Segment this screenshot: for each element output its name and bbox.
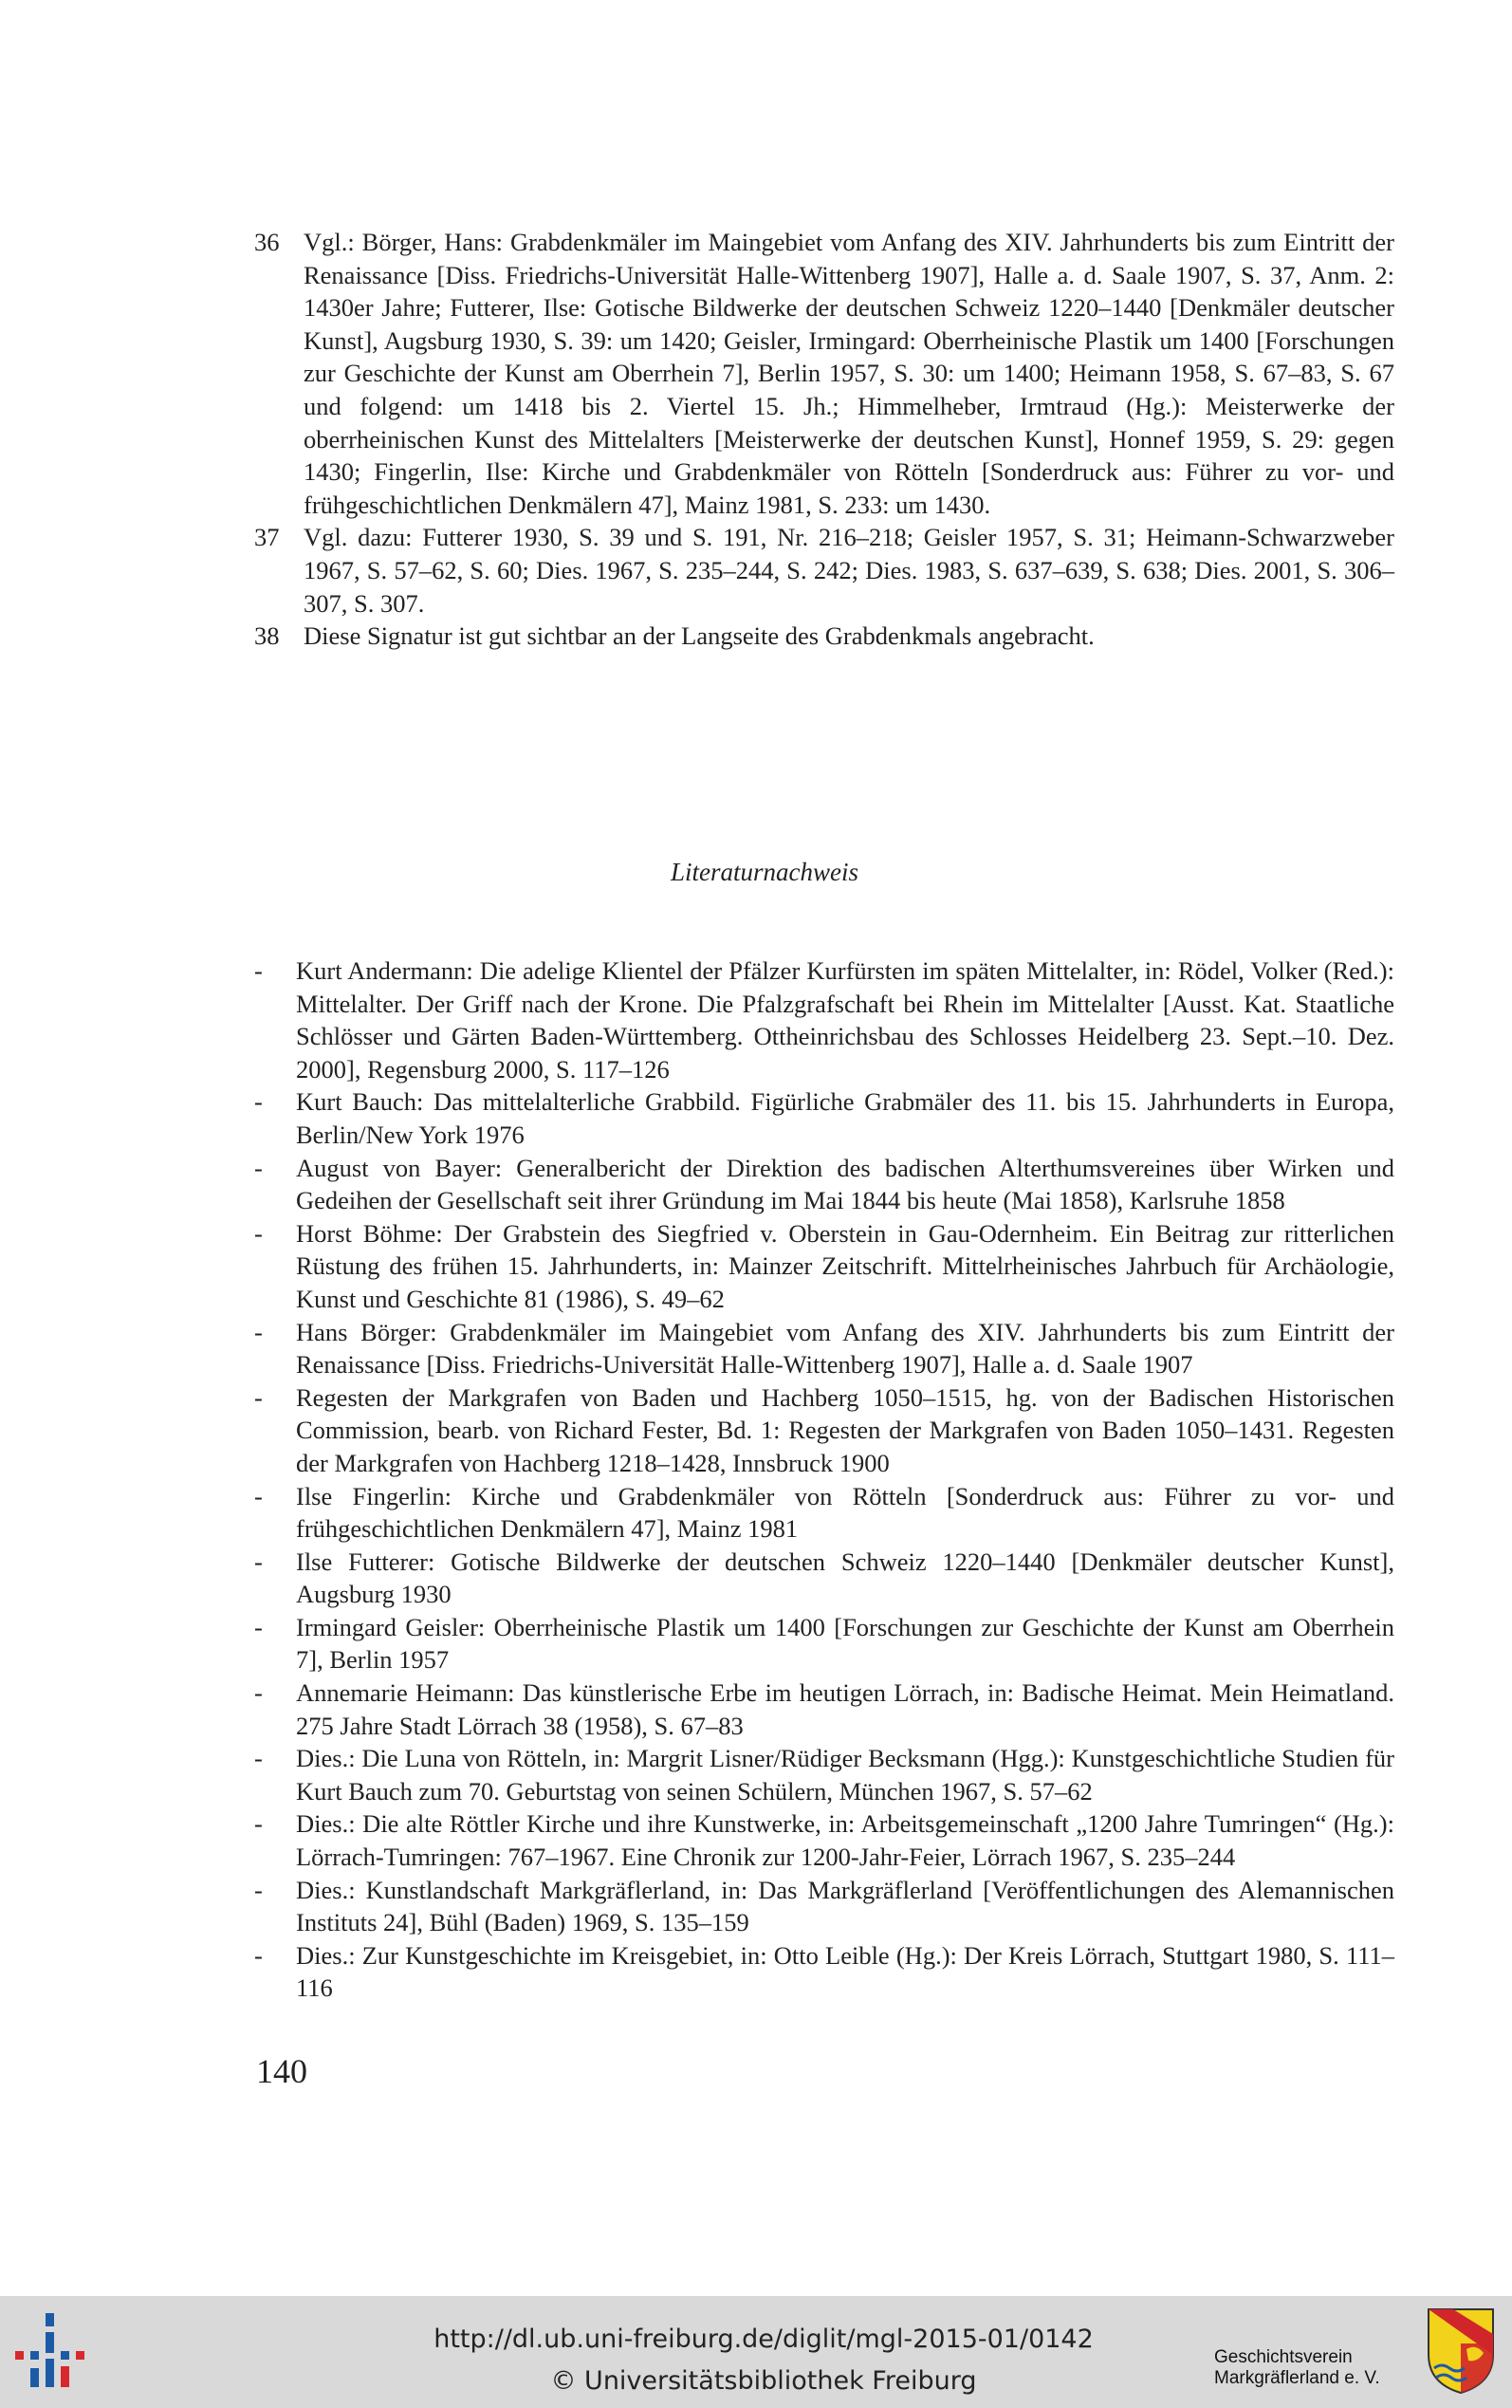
- footnote-number: 36: [254, 228, 280, 256]
- literature-text: Dies.: Zur Kunstgeschichte im Kreisgebiet, in: Otto Leible (Hg.): Der Kreis Lörrach, Stuttgart 1980, S. 111–116: [296, 1940, 1394, 2003]
- page-number: 140: [256, 2052, 307, 2090]
- literature-text: Hans Börger: Grabdenkmäler im Maingebiet vom Anfang des XIV. Jahrhunderts bis zum Eintritt der Renaissance [Diss. Friedrichs-Universität Halle-Wittenberg 1907], Halle a. d. Saale 1907: [296, 1317, 1394, 1380]
- list-dash: -: [254, 1744, 263, 1773]
- literature-entry: [254, 1480, 1394, 1546]
- list-dash: -: [254, 1547, 263, 1576]
- society-name: [1214, 2347, 1380, 2389]
- literature-entry: [254, 1546, 1394, 1611]
- literature-text: Ilse Fingerlin: Kirche und Grabdenkmäler von Rötteln [Sonderdruck aus: Führer zu vor- und frühgeschichtlichen Denkmälern 47], Mainz 1981: [296, 1481, 1394, 1544]
- list-dash: -: [254, 1382, 263, 1412]
- list-dash: -: [254, 1940, 263, 1970]
- list-dash: -: [254, 1317, 263, 1346]
- list-dash: -: [254, 1875, 263, 1904]
- footnote-text: Vgl. dazu: Futterer 1930, S. 39 und S. 191, Nr. 216–218; Geisler 1957, S. 31; Heimann-Schwarzweber 1967, S. 57–62, S. 60; Dies. 1967, S. 235–244, S. 242; Dies. 1983, S. 637–639, S. 638; Dies. 2001, S. 306–307, S. 307.: [304, 523, 1394, 618]
- society-line-1: Geschichtsverein: [1214, 2347, 1353, 2367]
- footnote-text: Diese Signatur ist gut sichtbar an der Langseite des Grabdenkmals angebracht.: [304, 621, 1095, 651]
- literature-list: [254, 954, 1394, 2005]
- crest-icon: [1425, 2306, 1497, 2397]
- literature-text: Ilse Futterer: Gotische Bildwerke der deutschen Schweiz 1220–1440 [Denkmäler deutscher Kunst], Augsburg 1930: [296, 1547, 1394, 1609]
- list-dash: -: [254, 1153, 263, 1182]
- literature-text: August von Bayer: Generalbericht der Direktion des badischen Alterthumsvereines über Wirken und Gedeihen der Gesellschaft seit ihrer Gründung im Mai 1844 bis heute (Mai 1858), Karlsruhe 1858: [296, 1153, 1394, 1215]
- footnote: [254, 521, 1394, 620]
- list-dash: -: [254, 1087, 263, 1117]
- list-dash: -: [254, 1612, 263, 1641]
- literature-text: Dies.: Die Luna von Rötteln, in: Margrit Lisner/Rüdiger Becksmann (Hgg.): Kunstgeschichtliche Studien für Kurt Bauch zum 70. Geburtstag von seinen Schülern, München 1967, S. 57–62: [296, 1744, 1394, 1806]
- footnote: [254, 620, 1394, 653]
- footnote: [254, 226, 1394, 521]
- literature-entry: [254, 1217, 1394, 1316]
- literature-text: Kurt Andermann: Die adelige Klientel der Pfälzer Kurfürsten im späten Mittelalter, in: Rödel, Volker (Red.): Mittelalter. Der Griff nach der Krone. Die Pfalzgrafschaft bei Rhein im Mittelalter [Ausst. Kat. Staatliche Schlösser und Gärten Baden-Württemberg. Ottheinrichsbau des Schlosses Heidelberg 23. Sept.–10. Dez. 2000], Regensburg 2000, S. 117–126: [296, 956, 1394, 1084]
- list-dash: -: [254, 1809, 263, 1839]
- literature-text: Horst Böhme: Der Grabstein des Siegfried v. Oberstein in Gau-Odernheim. Ein Beitrag zur ritterlichen Rüstung des frühen 15. Jahrhunderts, in: Mainzer Zeitschrift. Mittelrheinisches Jahrbuch für Archäologie, Kunst und Geschichte 81 (1986), S. 49–62: [296, 1218, 1394, 1313]
- list-dash: -: [254, 956, 263, 985]
- literature-entry: [254, 954, 1394, 1085]
- literature-entry: [254, 1874, 1394, 1939]
- list-dash: -: [254, 1218, 263, 1248]
- literature-entry: [254, 1742, 1394, 1807]
- footnote-number: 37: [254, 523, 280, 552]
- literature-text: Dies.: Die alte Röttler Kirche und ihre Kunstwerke, in: Arbeitsgemeinschaft „1200 Jahre Tumringen“ (Hg.): Lörrach-Tumringen: 767–1967. Eine Chronik zur 1200-Jahr-Feier, Lörrach 1967, S. 235–244: [296, 1809, 1394, 1872]
- footer-copyright: © Universitätsbibliothek Freiburg: [550, 2366, 977, 2396]
- footnote-number: 38: [254, 621, 280, 651]
- literature-text: Irmingard Geisler: Oberrheinische Plastik um 1400 [Forschungen zur Geschichte der Kunst am Oberrhein 7], Berlin 1957: [296, 1612, 1394, 1675]
- literature-text: Regesten der Markgrafen von Baden und Hachberg 1050–1515, hg. von der Badischen Historischen Commission, bearb. von Richard Fester, Bd. 1: Regesten der Markgrafen von Baden 1050–1431. Regesten der Markgrafen von Hachberg 1218–1428, Innsbruck 1900: [296, 1382, 1394, 1477]
- literature-entry: [254, 1807, 1394, 1873]
- footer-url-link[interactable]: http://dl.ub.uni-freiburg.de/diglit/mgl-2015-01/0142: [433, 2325, 1094, 2354]
- footnote-text: Vgl.: Börger, Hans: Grabdenkmäler im Maingebiet vom Anfang des XIV. Jahrhunderts bis zum Eintritt der Renaissance [Diss. Friedrichs-Universität Halle-Wittenberg 1907], Halle a. d. Saale 1907, S. 37, Anm. 2: 1430er Jahre; Futterer, Ilse: Gotische Bildwerke der deutschen Schweiz 1220–1440 [Denkmäler deutscher Kunst], Augsburg 1930, S. 39: um 1420; Geisler, Irmingard: Oberrheinische Plastik um 1400 [Forschungen zur Geschichte der Kunst am Oberrhein 7], Berlin 1957, S. 30: um 1400; Heimann 1958, S. 67–83, S. 67 und folgend: um 1418 bis 2. Viertel 15. Jh.; Himmelheber, Irmtraud (Hg.): Meisterwerke der oberrheinischen Kunst des Mittelalters [Meisterwerke der deutschen Kunst], Honnef 1959, S. 29: gegen 1430; Fingerlin, Ilse: Kirche und Grabdenkmäler von Rötteln [Sonderdruck aus: Führer zu vor- und frühgeschichtlichen Denkmälern 47], Mainz 1981, S. 233: um 1430.: [304, 228, 1394, 519]
- literature-entry: [254, 1316, 1394, 1381]
- list-dash: -: [254, 1678, 263, 1708]
- literature-entry: [254, 1085, 1394, 1151]
- literature-entry: [254, 1676, 1394, 1742]
- society-line-2: Markgräflerland e. V.: [1214, 2368, 1380, 2388]
- footer-bar: [0, 2296, 1512, 2408]
- list-dash: -: [254, 1481, 263, 1510]
- literature-entry: [254, 1381, 1394, 1480]
- literature-entry: [254, 1152, 1394, 1217]
- literature-entry: [254, 1611, 1394, 1676]
- literature-text: Dies.: Kunstlandschaft Markgräflerland, in: Das Markgräflerland [Veröffentlichungen des Alemannischen Instituts 24], Bühl (Baden) 1969, S. 135–159: [296, 1875, 1394, 1937]
- footnotes: [254, 226, 1394, 653]
- literature-entry: [254, 1939, 1394, 2005]
- literature-text: Annemarie Heimann: Das künstlerische Erbe im heutigen Lörrach, in: Badische Heimat. Mein Heimatland. 275 Jahre Stadt Lörrach 38 (1958), S. 67–83: [296, 1678, 1394, 1740]
- literature-text: Kurt Bauch: Das mittelalterliche Grabbild. Figürliche Grabmäler des 11. bis 15. Jahrhunderts in Europa, Berlin/New York 1976: [296, 1087, 1394, 1149]
- literature-heading: Literaturnachweis: [670, 858, 858, 886]
